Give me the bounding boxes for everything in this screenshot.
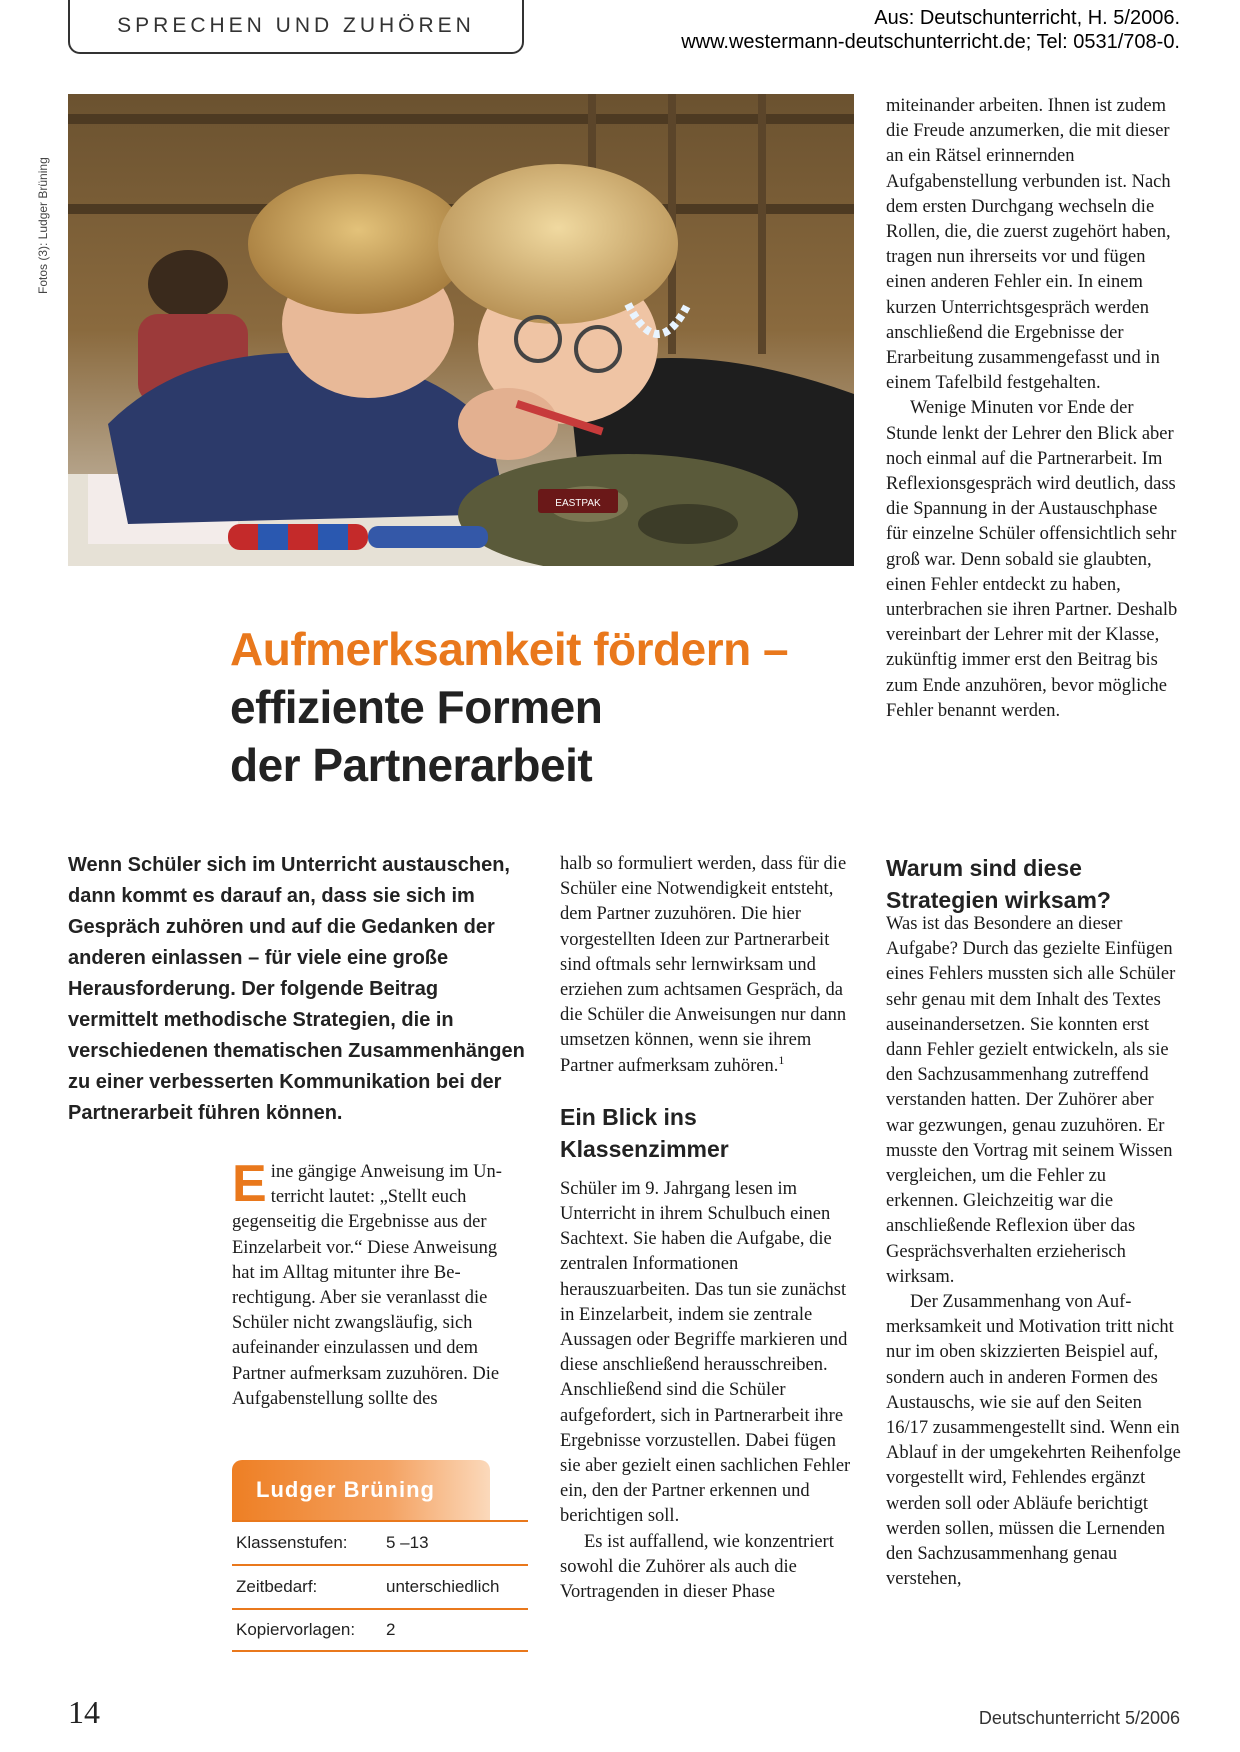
infobox-row xyxy=(232,1608,528,1652)
headline-line-1: Aufmerksamkeit fördern – xyxy=(230,623,789,675)
footer-journal: Deutschunterricht 5/2006 xyxy=(978,1708,1180,1728)
footnote-marker[interactable]: 1 xyxy=(778,1052,785,1067)
infobox-value: 2 xyxy=(386,1620,396,1639)
infobox-row xyxy=(232,1564,528,1608)
infobox-label: Zeitbedarf: xyxy=(236,1577,318,1596)
source-note xyxy=(681,6,1180,54)
infobox-value: 5 –13 xyxy=(386,1533,429,1552)
column-1 xyxy=(232,1155,514,1412)
column-3-heading xyxy=(886,852,1182,916)
author-infobox xyxy=(232,1460,528,1652)
section-title: SPRECHEN UND ZUHÖREN xyxy=(117,14,475,37)
photo-illustration xyxy=(68,94,854,566)
infobox-row xyxy=(232,1520,528,1564)
page-number: 14 xyxy=(68,1694,100,1730)
article-headline xyxy=(230,620,870,794)
subhead-strategien: Warum sind diese Strategien wirksam? xyxy=(886,855,1111,913)
headline-line-2: effiziente Formen xyxy=(230,681,603,733)
column-1-text: ine gängige Anweisung im Unterricht lautet: „Stellt euch gegenseitig die Ergebnisse aus der Einzelarbeit vor.“ Diese Anweisung hat im Alltag mitunter ihre Berechtigung. Aber sie veranlasst die Schüler nicht zwangsläufig, sich aufeinander einzulassen und dem Partner aufmerksam zuzuhören. Die Aufgabenstellung sollte des xyxy=(232,1162,502,1409)
infobox-label: Kopiervorlagen: xyxy=(236,1620,356,1639)
paragraph-text: halb so formuliert werden, dass für die Schüler eine Notwendigkeit entsteht, dem Partner zuzuhören. Die hier vorgestellten Ideen zur Partnerarbeit sind oftmals sehr lernwirksam und erziehen zum achtsamen Gespräch, da die Schüler die Anweisungen nur dann umsetzen können, wenn sie ihrem Partner aufmerksam zuhören. xyxy=(560,854,847,1076)
source-line-2[interactable]: www.westermann-deutschunterricht.de; Tel: 0531/708-0. xyxy=(681,31,1180,53)
infobox-label: Klassenstufen: xyxy=(236,1533,348,1552)
column-3-paragraph-3: Was ist das Besondere an dieser Aufgabe? Durch das gezielte Einfügen eines Fehlers mussten sich alle Schüler sehr genau mit dem Inhalt des Textes auseinandersetzen. Sie konnten erst dann Fehler gezielt entwickeln, als sie den Sachzusammenhang zutreffend verstanden hatten. Der Zuhörer aber war gezwungen, genau zuzuhören. Er musste den Vortrag mit seinem Wissen vergleichen, um die Fehler zu erkennen. Gleichzeitig war die anschließende Reflexion über das Gesprächsverhalten erzieherisch wirksam. xyxy=(886,914,1176,1287)
column-2-paragraph-3: Es ist auffallend, wie konzentriert sowohl die Zuhörer als auch die Vortragenden in dieser Phase xyxy=(560,1531,834,1603)
column-2-paragraph-2: Schüler im 9. Jahrgang lesen im Unterricht in ihrem Schulbuch einen Sachtext. Sie haben die Aufgabe, die zentralen Informationen herauszuarbeiten. Das tun sie zunächst in Einzelarbeit, indem sie zentrale Aussagen oder Begriffe markieren und diese anschließend herausschreiben. Anschließend sind die Schüler aufgefordert, sich in Partnerarbeit ihre Ergebnisse vorzustellen. Dabei fügen sie aber gezielt einen sachlichen Fehler ein, den der Partner erkennen und berichtigen soll. xyxy=(560,1178,851,1527)
column-2-paragraph-1 xyxy=(560,852,856,1079)
source-line-1: Aus: Deutschunterricht, H. 5/2006. xyxy=(874,7,1180,29)
infobox-value: unterschiedlich xyxy=(386,1577,500,1596)
subhead-klassenzimmer: Ein Blick ins Klassenzimmer xyxy=(560,1103,729,1162)
column-3-paragraph-4: Der Zusammenhang von Aufmerksamkeit und Motivation tritt nicht nur im oben skizzierten Beispiel auf, sondern auch in anderen Formen des Austauschs, wie sie auf den Seiten 16/17 zusammengestellt sind. Wenn ein Ablauf in der umgekehrten Reihenfolge vorgestellt wird, Fehlendes ergänzt werden soll oder Abläufe berichtigt werden sollen, müssen die Lernenden den Sachzusammenhang genau verstehen, xyxy=(886,1292,1181,1590)
photo-credit: Fotos (3): Ludger Brüning xyxy=(36,157,50,294)
headline-line-3: der Partnerarbeit xyxy=(230,739,593,791)
article-photo xyxy=(68,94,854,566)
infobox-author: Ludger Brüning xyxy=(232,1460,490,1520)
dropcap: E xyxy=(232,1155,267,1213)
column-3-top xyxy=(886,94,1182,724)
column-3-bottom xyxy=(886,912,1182,1592)
bag-label: EASTPAK xyxy=(555,498,601,509)
column-3-paragraph-2: Wenige Minuten vor Ende der Stunde lenkt der Lehrer den Blick aber noch einmal auf die Partnerarbeit. Im Reflexionsgespräch wird deutlich, dass die Spannung in der Austauschphase für einzelne Schüler offensichtlich sehr groß war. Denn sobald sie glaubten, einen Fehler entdeckt zu haben, unterbrachen sie ihren Partner. Deshalb vereinbart der Lehrer mit der Klasse, zukünftig immer erst den Beitrag bis zum Ende anzuhören, bevor mögliche Fehler benannt werden. xyxy=(886,398,1178,721)
section-header-tab xyxy=(68,0,524,54)
column-2 xyxy=(560,852,856,1605)
article-lead: Wenn Schüler sich im Unterricht austauschen, dann kommt es darauf an, dass sie sich im Gespräch zuhören und auf die Gedanken der anderen einlassen – für viele eine große Herausforderung. Der folgende Beitrag vermittelt methodische Strategien, die in verschiedenen thematischen Zusammenhängen zu einer verbesserten Kommunikation bei der Partnerarbeit führen können. xyxy=(68,854,525,1124)
column-3-paragraph-1: miteinander arbeiten. Ihnen ist zudem die Freude anzumerken, die mit dieser an ein Rätsel erinnernden Aufgabenstellung verbunden ist. Nach dem ersten Durchgang wechseln die Rollen, die, die zuerst zugehört haben, tragen nun ihrerseits vor und fügen einen anderen Fehler ein. In einem kurzen Unterrichtsgespräch werden anschließend die Ergebnisse der Erarbeitung zusammengefasst und in einem Tafelbild festgehalten. xyxy=(886,96,1171,394)
